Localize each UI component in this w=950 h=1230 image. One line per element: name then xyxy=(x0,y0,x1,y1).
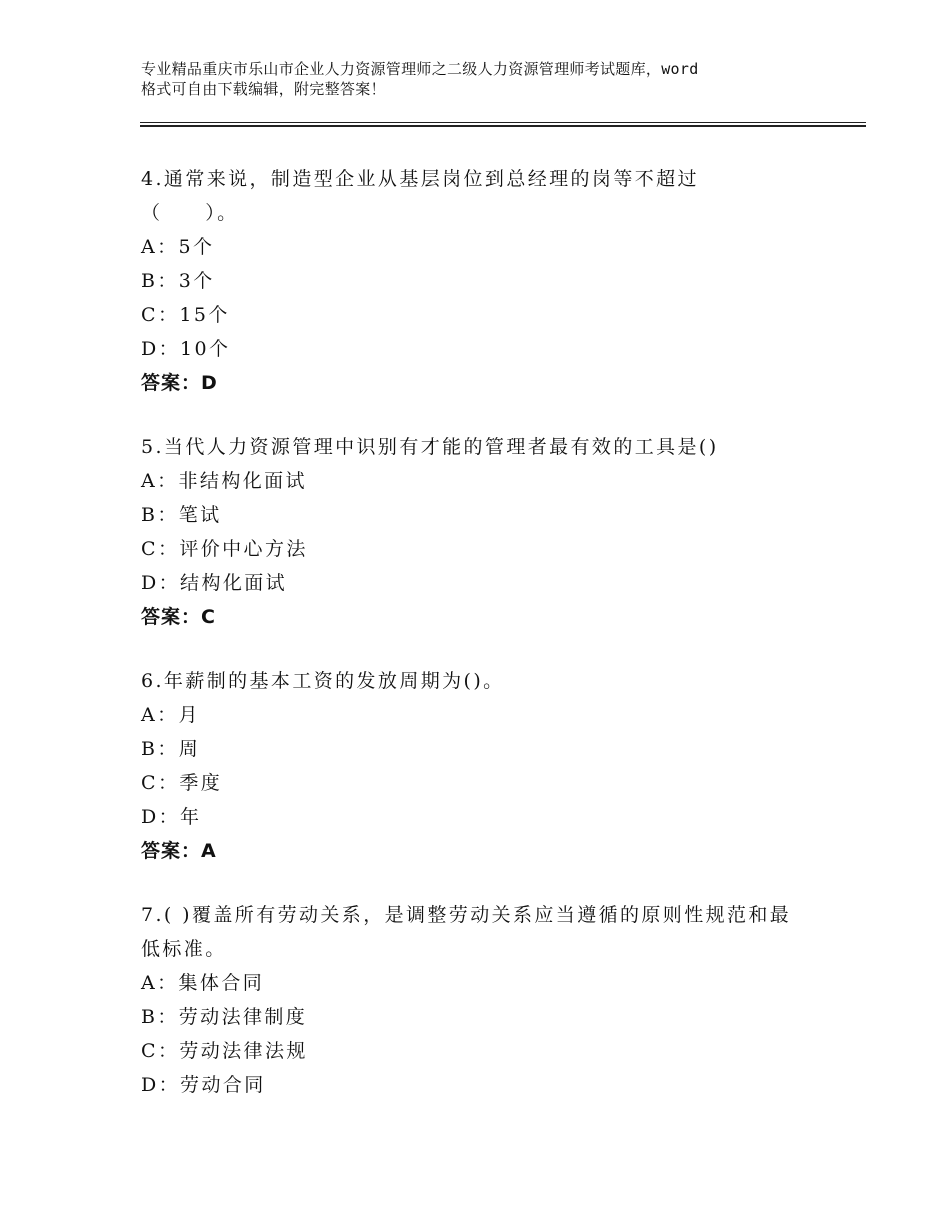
option-key: B： xyxy=(141,504,179,526)
question-stem: 5.当代人力资源管理中识别有才能的管理者最有效的工具是() xyxy=(141,436,719,458)
option-b xyxy=(141,498,821,532)
option-text: 笔试 xyxy=(178,504,222,526)
question-stem: 4.通常来说，制造型企业从基层岗位到总经理的岗等不超过 xyxy=(141,168,699,190)
option-d xyxy=(141,1068,821,1102)
option-b xyxy=(141,732,821,766)
question-stem-continued: 低标准。 xyxy=(141,938,227,960)
option-key: C： xyxy=(141,1040,180,1062)
option-key: D： xyxy=(141,338,181,360)
option-key: D： xyxy=(141,1074,181,1096)
question-stem-continued: （ ）。 xyxy=(141,202,239,224)
option-d xyxy=(141,800,821,834)
option-c xyxy=(141,532,821,566)
option-key: B： xyxy=(141,270,179,292)
option-key: C： xyxy=(141,772,180,794)
question-stem: 6.年薪制的基本工资的发放周期为()。 xyxy=(141,670,505,692)
option-text: 劳动法律法规 xyxy=(179,1040,308,1062)
option-text: 5个 xyxy=(178,236,215,258)
question-list xyxy=(141,162,821,1102)
option-a xyxy=(141,230,821,264)
header-divider-thin xyxy=(140,122,866,123)
question-6 xyxy=(141,664,821,868)
option-text: 劳动合同 xyxy=(180,1074,266,1096)
header-divider-thick xyxy=(140,125,866,127)
option-key: D： xyxy=(141,572,181,594)
question-4 xyxy=(141,162,821,400)
question-stem: 7.( )覆盖所有劳动关系，是调整劳动关系应当遵循的原则性规范和最 xyxy=(141,904,792,926)
option-key: A： xyxy=(141,470,179,492)
option-c xyxy=(141,766,821,800)
option-key: D： xyxy=(141,806,181,828)
option-text: 集体合同 xyxy=(178,972,265,994)
answer-label: 答案：D xyxy=(141,372,218,394)
option-key: A： xyxy=(141,236,179,258)
option-text: 劳动法律制度 xyxy=(178,1006,308,1028)
option-d xyxy=(141,332,821,366)
option-a xyxy=(141,698,821,732)
option-key: A： xyxy=(141,972,179,994)
option-b xyxy=(141,264,821,298)
option-key: A： xyxy=(141,704,179,726)
option-key: C： xyxy=(141,538,180,560)
option-text: 15个 xyxy=(179,304,230,326)
option-text: 非结构化面试 xyxy=(178,470,307,492)
option-text: 季度 xyxy=(179,772,223,794)
option-key: B： xyxy=(141,738,179,760)
option-d xyxy=(141,566,821,600)
option-text: 10个 xyxy=(180,338,231,360)
header-line-1: 专业精品重庆市乐山市企业人力资源管理师之二级人力资源管理师考试题库，word xyxy=(141,60,699,78)
option-text: 月 xyxy=(178,704,200,726)
option-c xyxy=(141,1034,821,1068)
header-line-2: 格式可自由下载编辑，附完整答案！ xyxy=(141,80,386,98)
option-text: 3个 xyxy=(178,270,215,292)
option-key: B： xyxy=(141,1006,179,1028)
option-c xyxy=(141,298,821,332)
question-5 xyxy=(141,430,821,634)
option-text: 结构化面试 xyxy=(180,572,288,594)
option-text: 评价中心方法 xyxy=(179,538,308,560)
question-7 xyxy=(141,898,821,1102)
option-key: C： xyxy=(141,304,180,326)
option-a xyxy=(141,464,821,498)
option-b xyxy=(141,1000,821,1034)
answer-label: 答案：C xyxy=(141,606,216,628)
option-text: 周 xyxy=(178,738,201,760)
option-text: 年 xyxy=(180,806,202,828)
page-header xyxy=(141,59,841,99)
option-a xyxy=(141,966,821,1000)
answer-label: 答案：A xyxy=(141,840,217,862)
